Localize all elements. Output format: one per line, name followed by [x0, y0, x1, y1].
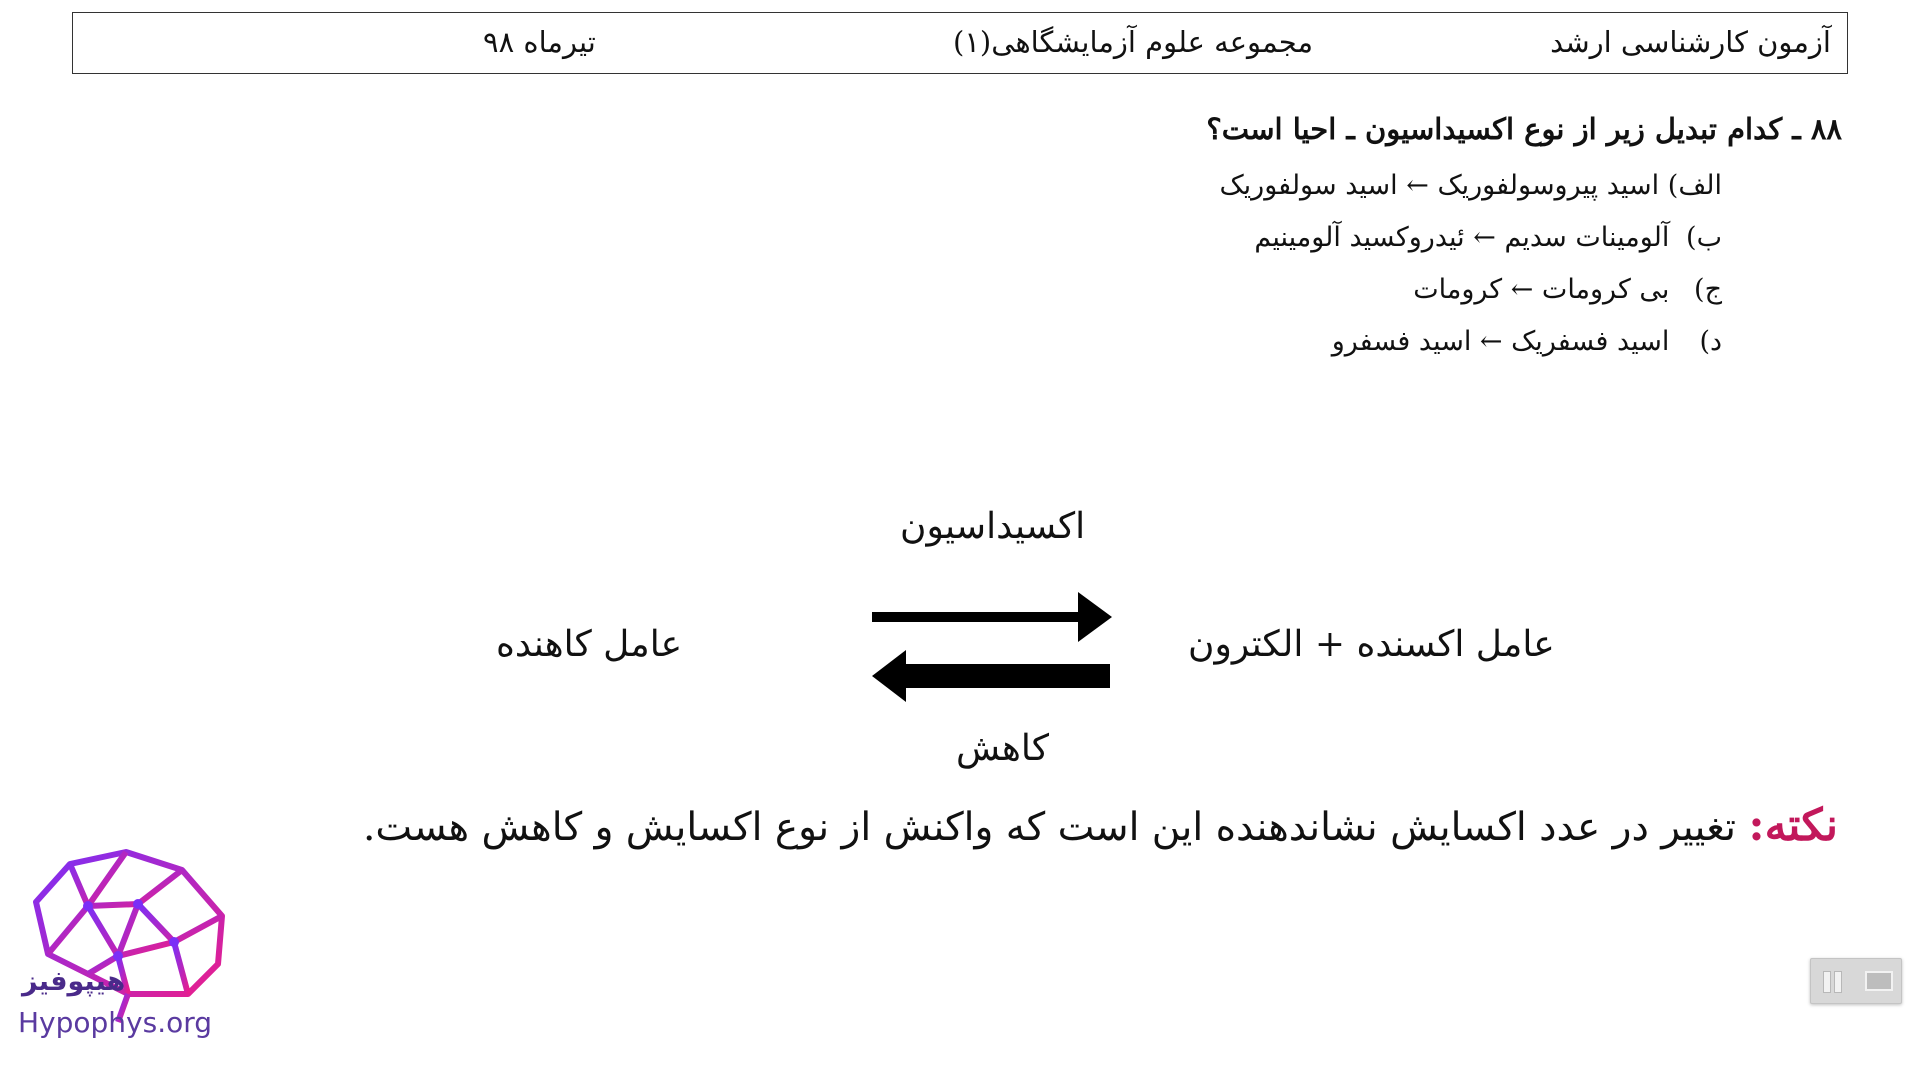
pause-icon[interactable]	[1823, 971, 1843, 993]
note-line	[363, 800, 1838, 851]
backward-arrow	[872, 650, 1110, 702]
option-letter: ب)	[1686, 222, 1722, 253]
screen-icon[interactable]	[1865, 971, 1893, 991]
option-a	[1220, 170, 1723, 201]
player-controls[interactable]	[1810, 958, 1902, 1004]
logo-latin-text: Hypophys.org	[18, 1006, 213, 1039]
exam-title: آزمون کارشناسی ارشد	[1550, 25, 1831, 59]
note-label: نکته:	[1748, 800, 1838, 851]
oxidation-label: اکسیداسیون	[900, 506, 1086, 547]
equilibrium-arrows-icon	[868, 584, 1114, 710]
option-text: آلومینات سدیم ← ئیدروکسید آلومینیم	[1254, 222, 1670, 253]
oxidant-electron-label: عامل اکسنده + الکترون	[1188, 624, 1555, 665]
logo-persian-text: هیپوفیز	[22, 966, 126, 997]
exam-header	[72, 12, 1848, 74]
reduction-label: کاهش	[956, 728, 1049, 769]
option-text: اسید فسفریک ← اسید فسفرو	[1331, 326, 1670, 357]
option-b	[1254, 222, 1722, 253]
option-text: اسید پیروسولفوریک ← اسید سولفوریک	[1219, 170, 1660, 201]
exam-subject: مجموعه علوم آزمایشگاهی(۱)	[953, 25, 1314, 59]
option-letter: الف)	[1667, 170, 1722, 201]
option-letter: ج)	[1694, 274, 1722, 305]
option-letter: د)	[1699, 326, 1722, 357]
note-text: تغییر در عدد اکسایش نشاندهنده این است که واکنش از نوع اکسایش و کاهش هست.	[363, 805, 1749, 850]
reductant-label: عامل کاهنده	[496, 624, 683, 665]
exam-date: تیرماه ۹۸	[483, 25, 596, 59]
question-title: ۸۸ ـ کدام تبدیل زیر از نوع اکسیداسیون ـ احیا است؟	[1206, 112, 1842, 146]
option-d	[1332, 326, 1722, 357]
forward-arrow	[872, 592, 1112, 642]
option-c	[1413, 274, 1722, 305]
option-text: بی کرومات ← کرومات	[1413, 274, 1670, 305]
